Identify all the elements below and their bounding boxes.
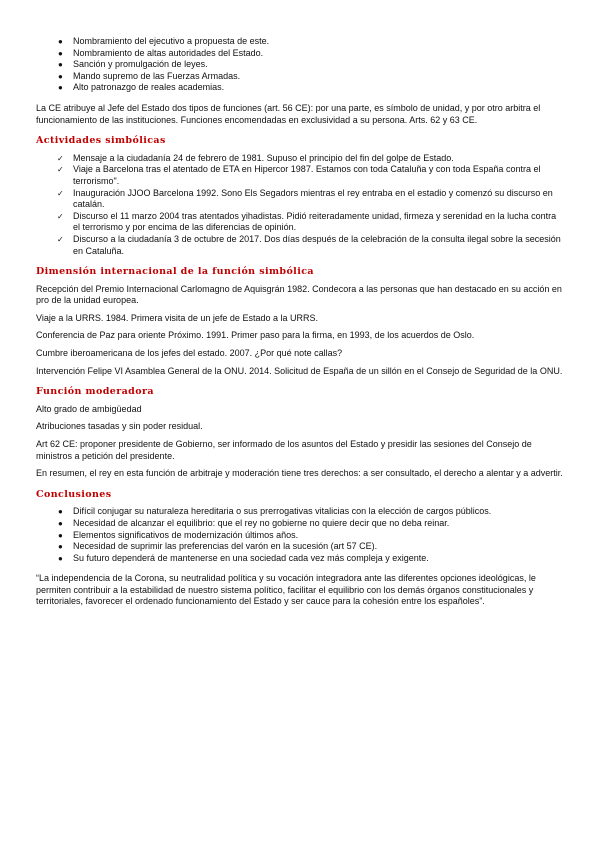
paragraph: Conferencia de Paz para oriente Próximo. 1991. Primer paso para la firma, en 1993, de los acuerdos de Oslo. [36,330,475,341]
checkmark-icon: ✓ [57,153,64,163]
list-item: ● Sanción y promulgación de leyes. [58,59,208,70]
top-bullet-list [36,36,563,94]
list-item: ✓ Discurso a la ciudadanía 3 de octubre de 2017. Dos días después de la celebración de la consulta ilegal sobre la secesión en Cataluña. [57,233,561,256]
section-heading-conclusions: Conclusiones [36,488,112,500]
checkmark-icon: ✓ [57,211,64,221]
list-item: ✓ Discurso el 11 marzo 2004 tras atentados yihadistas. Pidió reiteradamente unidad, firmeza y serenidad en la lucha contra el terrorismo y por encima de las diferencias de opinión. [57,210,557,233]
bullet-icon: ● [58,553,63,563]
bullet-icon: ● [58,60,63,70]
list-item: ● Difícil conjugar su naturaleza hereditaria o sus prerrogativas vitalicias con la elección de cargos públicos. [58,506,492,517]
document-content [36,36,563,607]
symbolic-activities-list [36,153,563,257]
paragraph: Viaje a la URRS. 1984. Primera visita de un jefe de Estado a la URRS. [36,312,318,323]
list-item: ✓ Mensaje a la ciudadanía 24 de febrero de 1981. Supuso el principio del fin del golpe de Estado. [57,152,454,163]
list-item: ● Nombramiento del ejecutivo a propuesta de este. [58,36,270,46]
section-heading-moderator: Función moderadora [36,386,154,398]
paragraph: En resumen, el rey en esta función de arbitraje y moderación tiene tres derechos: a ser consultado, el derecho a alentar y a advertir. [36,468,563,479]
paragraph: Intervención Felipe VI Asamblea General de la ONU. 2014. Solicitud de España de un sillón en el Consejo de Seguridad de la ONU. [36,365,563,376]
list-item: ● Necesidad de suprimir las preferencias del varón en la sucesión (art 57 CE). [58,541,378,552]
list-item: ✓ Viaje a Barcelona tras el atentado de ETA en Hipercor 1987. Estamos con toda Cataluña y con toda España contra el terrorismo". [57,164,541,186]
bullet-icon: ● [58,530,63,540]
list-item: ● Necesidad de alcanzar el equilibrio: que el rey no gobierne no quiere decir que no deba reinar. [58,518,450,528]
paragraph: Cumbre iberoamericana de los jefes del estado. 2007. ¿Por qué note callas? [36,348,343,359]
paragraph: Atribuciones tasadas y sin poder residual. [36,421,203,432]
bullet-icon: ● [58,71,63,81]
closing-quote: “La independencia de la Corona, su neutralidad política y su vocación integradora ante las diferentes opciones ideológicas, le permiten contribuir a la estabilidad de nuestro sistema político, facilitar el equilibrio con los demás órganos constitucionales y territoriales, favorecer el ordenado funcionamiento del Estado y ser cauce para la cohesión entre los españoles”. [36,573,536,606]
paragraph: Alto grado de ambigüedad [36,403,142,414]
intro-paragraph: La CE atribuye al Jefe del Estado dos tipos de funciones (art. 56 CE): por una parte, es símbolo de unidad, y por otro arbitra el funcionamiento de las instituciones. Funciones encomendadas en exclusividad a su persona. Arts. 62 y 63 CE. [36,102,541,125]
bullet-icon: ● [58,48,63,58]
bullet-icon: ● [58,519,63,528]
checkmark-icon: ✓ [57,188,64,198]
checkmark-icon: ✓ [57,165,64,175]
checkmark-icon: ✓ [57,234,64,244]
bullet-icon: ● [58,542,63,552]
list-item: ✓ Inauguración JJOO Barcelona 1992. Sono Els Segadors mientras el rey entraba en el estadio y comenzó su discurso en catalán. [57,187,553,210]
list-item: ● Nombramiento de altas autoridades del Estado. [58,47,264,58]
list-item: ● Mando supremo de las Fuerzas Armadas. [58,70,241,81]
list-item: ● Elementos significativos de modernización últimos años. [58,529,299,540]
paragraph: Recepción del Premio Internacional Carlomagno de Aquisgrán 1982. Condecora a las personas que han destacado en su acción en pro de la unidad europea. [36,283,562,306]
bullet-icon: ● [58,37,63,46]
bullet-icon: ● [58,83,63,93]
list-item: ● Su futuro dependerá de mantenerse en una sociedad cada vez más compleja y exigente. [58,552,429,563]
section-heading-symbolic: Actividades simbólicas [36,135,166,147]
list-item: ● Alto patronazgo de reales academias. [58,82,225,93]
section-heading-international: Dimensión internacional de la función simbólica [36,266,314,278]
bullet-icon: ● [58,507,63,517]
paragraph: Art 62 CE: proponer presidente de Gobierno, ser informado de los asuntos del Estado y presidir las sesiones del Consejo de ministros a petición del presidente. [36,439,532,461]
conclusions-list [36,506,563,564]
